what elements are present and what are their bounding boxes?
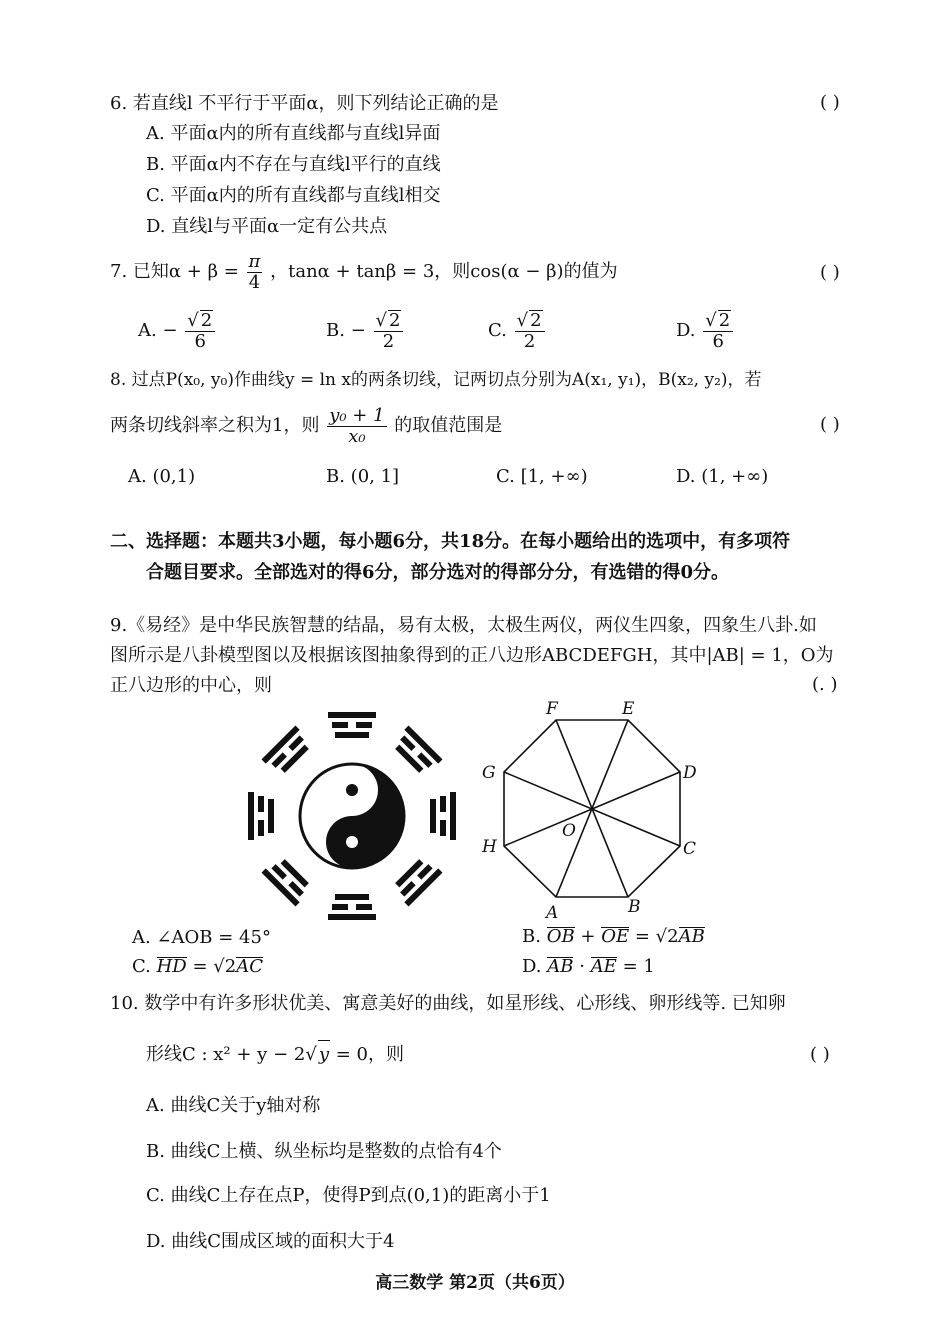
q10-option-a: A. 曲线C关于y轴对称 xyxy=(146,1095,321,1116)
vertex-label-a: A xyxy=(546,903,559,922)
q10-line2: 形线C : x² + y − 2√ y = 0，则 xyxy=(146,1040,404,1069)
q6-answer-paren: ( ) xyxy=(820,92,840,113)
octagon-figure xyxy=(474,696,714,922)
q9-option-c xyxy=(132,954,263,980)
q9-option-b xyxy=(522,924,705,950)
q8-fraction xyxy=(327,406,386,447)
q7-d-label: D. xyxy=(676,320,696,341)
q7-b-sign: − xyxy=(350,320,366,341)
center-label-o: O xyxy=(562,821,576,841)
q9-b-label: B. xyxy=(522,926,541,947)
q7-c-label: C. xyxy=(488,320,507,341)
q9-answer-paren: (. ) xyxy=(812,674,838,695)
q6-option-c: C. 平面α内的所有直线都与直线l相交 xyxy=(146,185,441,206)
q8-line1: 8. 过点P(x₀, y₀)作曲线y = ln x的两条切线，记两切点分别为A(x₁, y₁)，B(x₂, y₂)，若 xyxy=(110,370,762,390)
q9-d-eq: = 1 xyxy=(622,956,655,977)
q7-option-c: C. $\frac{√ 2}{2}$ xyxy=(488,310,547,352)
q9-d-label: D. xyxy=(522,956,542,977)
q7-option-b: B. − $\frac{√ 2}{2}$ xyxy=(326,310,405,352)
q9-option-d xyxy=(522,954,655,980)
q7-fraction xyxy=(247,252,263,293)
q9-b-vec-ab: AB xyxy=(678,926,705,947)
q7-frac-num: π xyxy=(248,250,261,272)
q7-answer-paren: ( ) xyxy=(820,262,840,283)
q7-d-den: 6 xyxy=(712,331,724,352)
q9-d-vec-ae: AE xyxy=(590,956,617,977)
q10-option-d: D. 曲线C围成区域的面积大于4 xyxy=(146,1231,395,1252)
q8-option-a: A. (0,1) xyxy=(128,466,196,487)
q7-prefix: 7. 已知α + β = xyxy=(110,261,239,282)
vertex-label-b: B xyxy=(628,897,641,917)
q8-line2-suffix: 的取值范围是 xyxy=(394,415,503,436)
q6-stem: 6. 若直线l 不平行于平面α，则下列结论正确的是 xyxy=(110,93,499,114)
q10-answer-paren: ( ) xyxy=(810,1044,830,1065)
q10-line2-sqrt: y xyxy=(318,1040,330,1069)
q7-d-num: 2 xyxy=(718,310,731,331)
q9-line3: 正八边形的中心，则 xyxy=(110,675,272,696)
vertex-label-c: C xyxy=(683,839,697,859)
q7-c-den: 2 xyxy=(523,331,536,352)
q9-b-vec-ob: OB xyxy=(546,926,575,947)
q8-line2-prefix: 两条切线斜率之积为1，则 xyxy=(110,415,320,436)
q7-a-num: 2 xyxy=(200,310,213,331)
q7-b-label: B. xyxy=(326,320,345,341)
q7-a-den: 6 xyxy=(194,331,206,352)
section2-line2: 合题目要求。全部选对的得6分，部分选对的得部分分，有选错的得0分。 xyxy=(146,562,730,583)
q7-a-label: A. xyxy=(138,320,157,341)
q10-line2-suffix: = 0，则 xyxy=(329,1044,404,1065)
q10-option-c: C. 曲线C上存在点P，使得P到点(0,1)的距离小于1 xyxy=(146,1185,551,1206)
q9-c-eq: = √2 xyxy=(192,956,237,977)
vertex-label-g: G xyxy=(482,763,496,783)
q10-option-b: B. 曲线C上横、纵坐标均是整数的点恰有4个 xyxy=(146,1141,502,1162)
q9-line2: 图所示是八卦模型图以及根据该图抽象得到的正八边形ABCDEFGH，其中|AB| = 1，O为 xyxy=(110,645,834,666)
q8-line2 xyxy=(110,404,502,448)
vertex-label-f: F xyxy=(546,699,558,719)
q8-frac-num: y₀ + 1 xyxy=(329,404,385,426)
q9-b-plus: + xyxy=(580,926,596,947)
q7-b-den: 2 xyxy=(382,331,395,352)
vertex-label-h: H xyxy=(482,837,497,857)
q10-line1: 10. 数学中有许多形状优美、寓意美好的曲线，如星形线、心形线、卵形线等. 已知卵 xyxy=(110,993,786,1014)
q9-b-vec-oe: OE xyxy=(601,926,630,947)
q7-frac-den: 4 xyxy=(248,271,261,293)
q9-option-a: A. ∠AOB = 45° xyxy=(132,927,271,948)
q7-suffix: ，tanα + tanβ = 3，则cos(α − β)的值为 xyxy=(270,261,618,282)
q8-option-b: B. (0, 1] xyxy=(326,466,400,487)
q6-option-b: B. 平面α内不存在与直线l平行的直线 xyxy=(146,154,441,175)
q6-option-a: A. 平面α内的所有直线都与直线l异面 xyxy=(146,123,441,144)
q7-stem xyxy=(110,250,618,294)
section2-line1: 二、选择题：本题共3小题，每小题6分，共18分。在每小题给出的选项中，有多项符 xyxy=(110,531,791,552)
q8-frac-den: x₀ xyxy=(348,425,366,447)
q8-option-c: C. [1, +∞) xyxy=(496,466,588,487)
q7-b-num: 2 xyxy=(389,310,401,331)
page-footer: 高三数学 第2页（共6页） xyxy=(375,1273,575,1293)
q7-c-num: 2 xyxy=(530,310,542,331)
q7-option-d: D. $\frac{√ 2}{6}$ xyxy=(676,310,735,352)
q9-c-label: C. xyxy=(132,956,151,977)
q9-c-vec-hd: HD xyxy=(156,956,187,977)
vertex-label-d: D xyxy=(683,763,697,783)
q9-line1: 9.《易经》是中华民族智慧的结晶，易有太极，太极生两仪，两仪生四象，四象生八卦.如 xyxy=(110,615,817,636)
q9-d-dot: · xyxy=(579,956,585,977)
q7-a-sign: − xyxy=(162,320,178,341)
vertex-label-e: E xyxy=(622,699,635,719)
q8-option-d: D. (1, +∞) xyxy=(676,466,769,487)
q10-line2-prefix: 形线C : x² + y − 2 xyxy=(146,1044,306,1065)
q9-d-vec-ab: AB xyxy=(547,956,574,977)
q9-c-vec-ac: AC xyxy=(236,956,263,977)
q8-answer-paren: ( ) xyxy=(820,414,840,435)
q9-b-eq: = √2 xyxy=(634,926,679,947)
bagua-figure xyxy=(240,708,464,924)
q6-option-d: D. 直线l与平面α一定有公共点 xyxy=(146,216,388,237)
q7-option-a: A. − $\frac{√ 2}{6}$ xyxy=(138,310,217,352)
yin-yang-icon xyxy=(300,764,404,868)
